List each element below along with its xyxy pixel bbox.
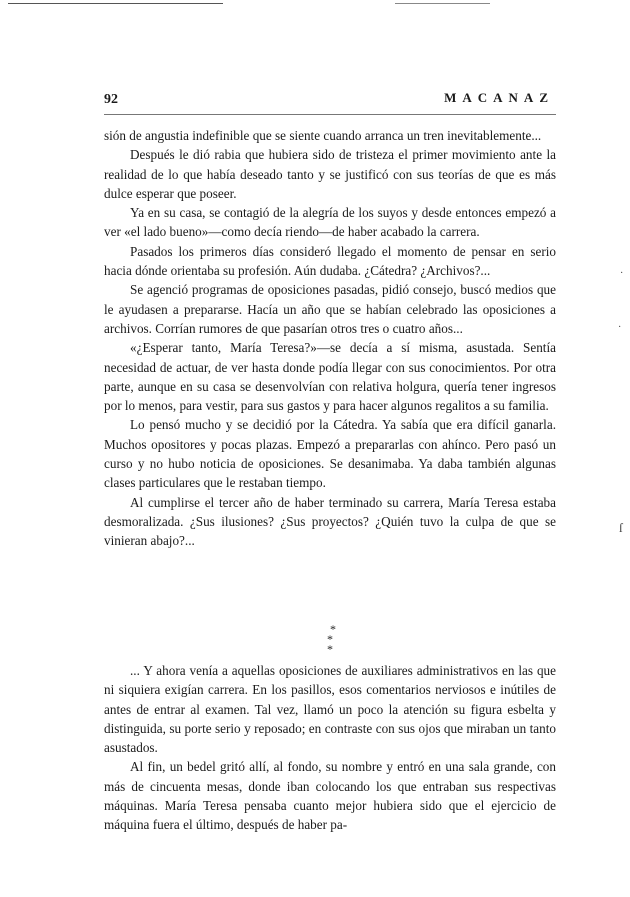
scan-edge-line (395, 3, 490, 4)
paragraph: Se agenció programas de oposiciones pasadas, pidió consejo, buscó medios que le ayudasen a prepararse. Hacía un año que se habían celebrado las oposiciones a archivos. Corrían rumores de que pasarían otros tres o cuatro años... (104, 282, 556, 336)
scan-speck: · (620, 268, 624, 279)
main-text (104, 126, 556, 551)
scan-speck: ſ (619, 520, 623, 535)
header-rule (104, 114, 556, 115)
paragraph: Después le dió rabia que hubiera sido de tristeza el primer movimiento ante la realidad de lo que había deseado tanto y se justificó con sus teorías de que es más dulce esperar que poseer. (104, 147, 556, 201)
paragraph: Ya en su casa, se contagió de la alegría de los suyos y desde entonces empezó a ver «el lado bueno»—como decía riendo—de haber acabado la carrera. (104, 205, 556, 240)
main-text-continued (104, 661, 556, 835)
section-separator (318, 624, 348, 654)
paragraph: Lo pensó mucho y se decidió por la Cátedra. Ya sabía que era difícil ganarla. Muchos opositores y pocas plazas. Empezó a prepararlas con ahínco. Pero pasó un curso y no hubo noticia de oposiciones. Se desanimaba. Ya daba también algunas clases particulares que le restaban tiempo. (104, 417, 556, 491)
scan-speck: · (618, 322, 622, 333)
page-header (104, 92, 554, 114)
paragraph: Al cumplirse el tercer año de haber terminado su carrera, María Teresa estaba desmoralizada. ¿Sus ilusiones? ¿Sus proyectos? ¿Quién tuvo la culpa de que se vinieran abajo?... (104, 494, 556, 549)
separator-star: * (330, 622, 336, 636)
paragraph: sión de angustia indefinible que se siente cuando arranca un tren inevitablemente... (104, 128, 542, 143)
separator-stars: * * (327, 632, 345, 656)
scan-edge-line (8, 3, 223, 4)
running-title: MACANAZ (444, 90, 554, 105)
paragraph: Pasados los primeros días consideró llegado el momento de pensar en serio hacia dónde orientaba su profesión. Aún dudaba. ¿Cátedra? ¿Archivos?... (104, 243, 556, 279)
paragraph: «¿Esperar tanto, María Teresa?»—se decía a sí misma, asustada. Sentía necesidad de actuar, de ver hasta donde podía llegar con sus conocimientos. Por otra parte, aunque en su casa se desenvolvían con relativa holgura, quería tener ingresos por lo menos, para vestir, para sus gastos y para hacer algunos regalitos a su familia. (104, 340, 556, 414)
paragraph: Al fin, un bedel gritó allí, al fondo, su nombre y entró en una sala grande, con más de cincuenta mesas, donde iban colocando los que entraban sus respectivas máquinas. María Teresa pensaba cuanto mejor hubiera sido que el ejercicio de máquina fuera el último, después de haber pa- (104, 759, 556, 833)
paragraph: ... Y ahora venía a aquellas oposiciones de auxiliares administrativos en las que ni siquiera exigían carrera. En los pasillos, esos comentarios nerviosos e inútiles de antes de entrar al examen. Tal vez, llamó un poco la atención su figura esbelta y distinguida, su porte serio y reposado; en contraste con sus ojos que miraban un tanto asustados. (104, 663, 556, 756)
page-number: 92 (104, 92, 118, 107)
